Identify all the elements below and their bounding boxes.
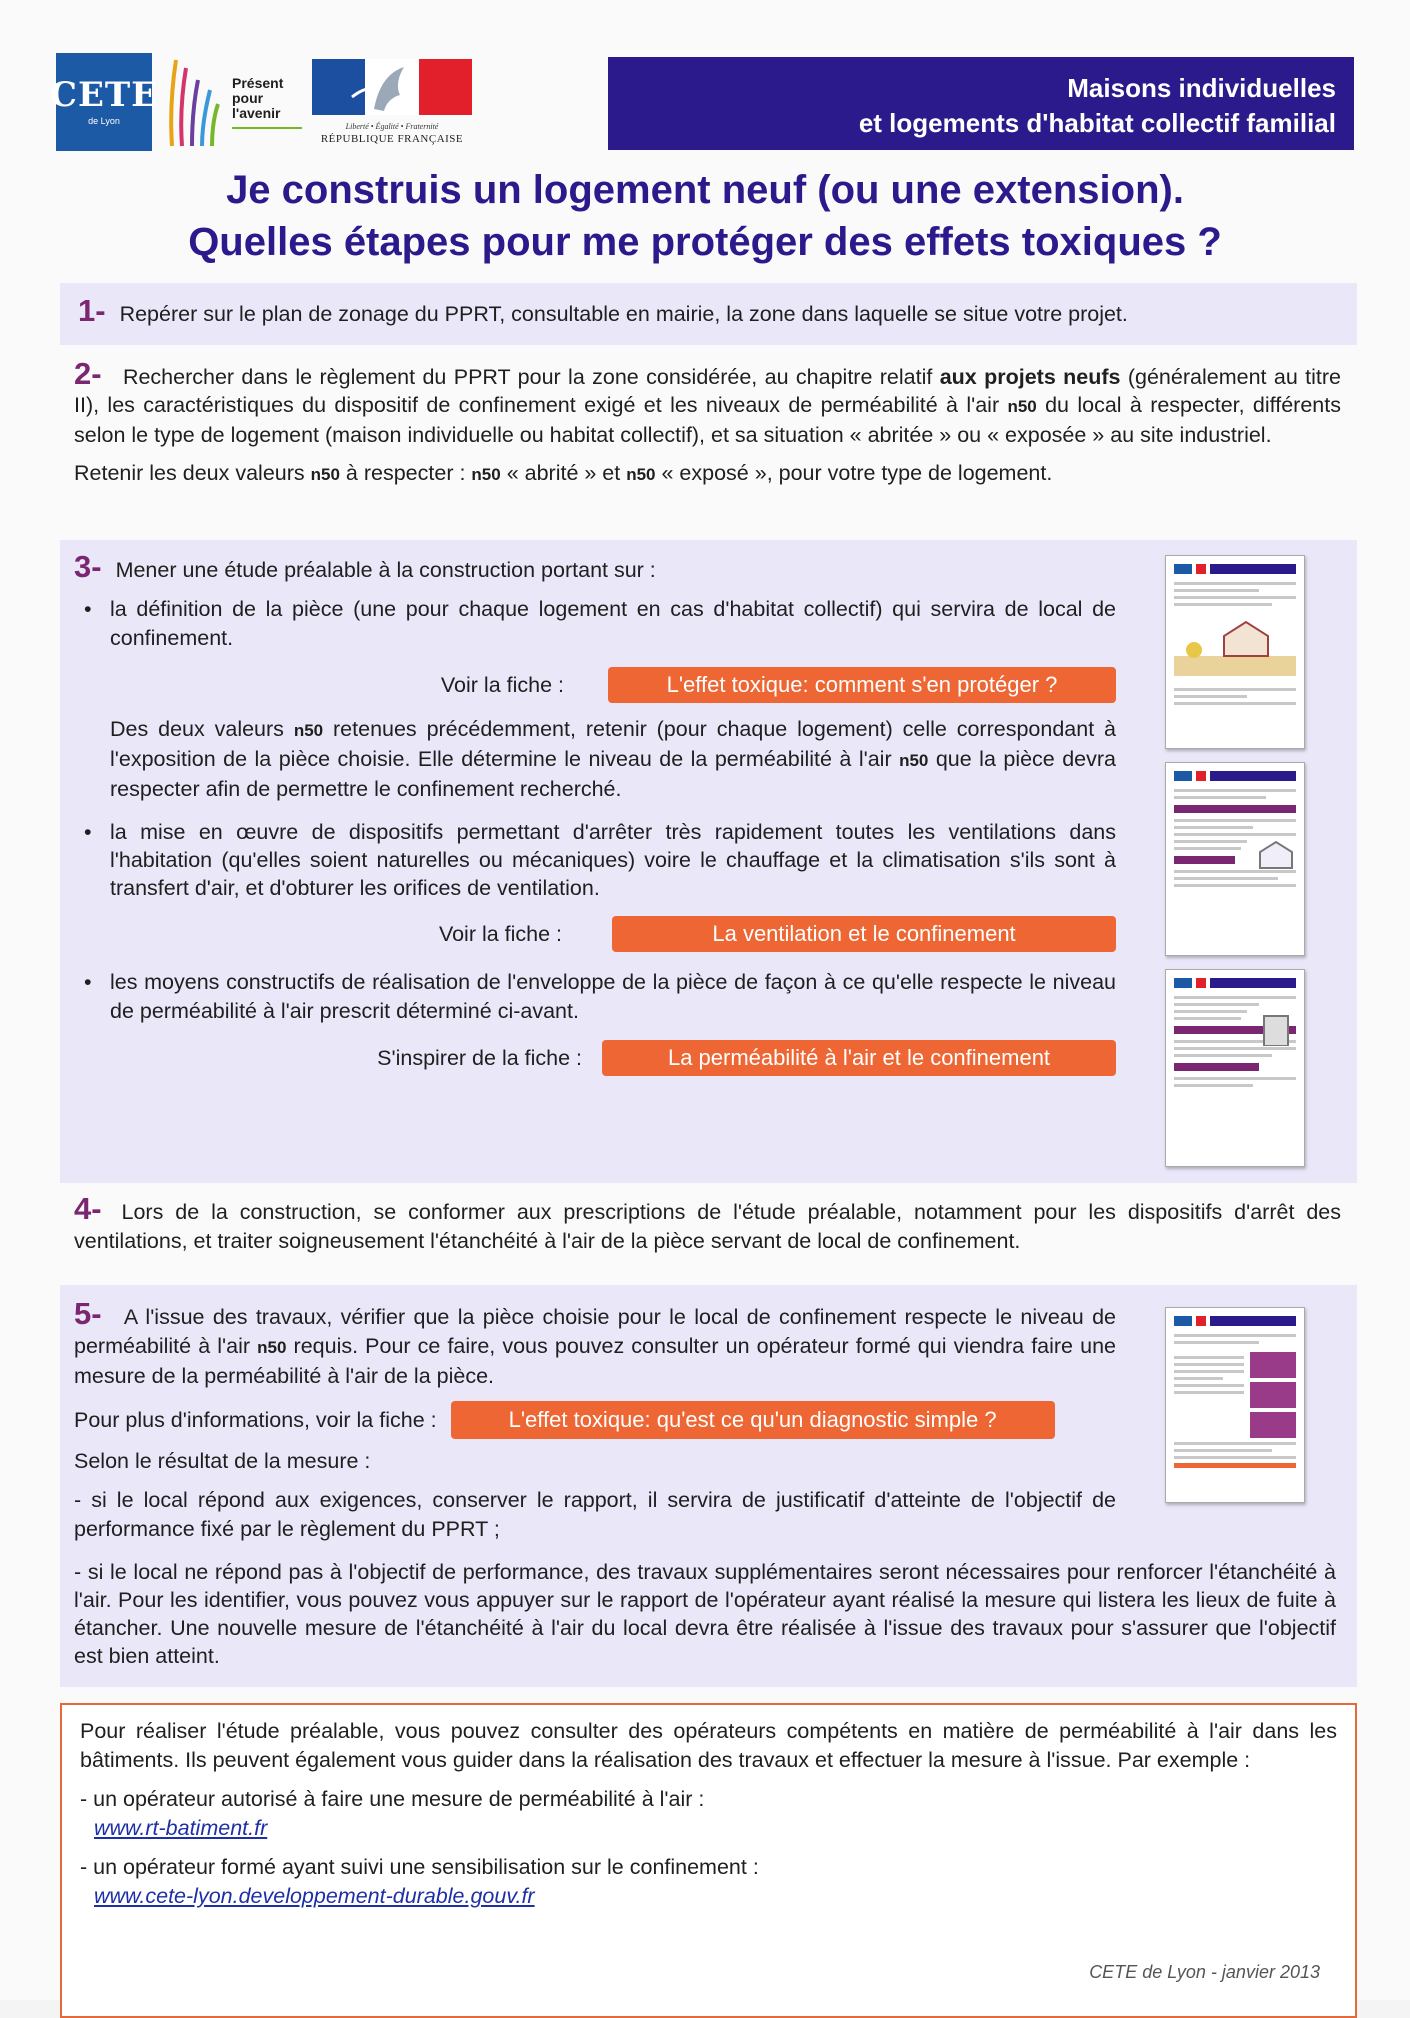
n50-symbol: n50 bbox=[626, 465, 656, 484]
cete-logo-city: de Lyon bbox=[88, 116, 120, 126]
step-2-retain-a: Retenir les deux valeurs bbox=[74, 461, 305, 485]
link-cete-lyon[interactable]: www.cete-lyon.developpement-durable.gouv.fr bbox=[94, 1884, 535, 1908]
step-3-bullet-3: • les moyens constructifs de réalisation de l'enveloppe de la pièce de façon à ce qu'elle respecte le niveau de perméabilité à l'air prescrit déterminé ci-avant. bbox=[74, 968, 1116, 1026]
step-3-para-a: Des deux valeurs bbox=[110, 717, 284, 741]
n50-symbol: n50 bbox=[1007, 397, 1037, 416]
thumb-header bbox=[1174, 564, 1296, 574]
step-5-result-2: - si le local ne répond pas à l'objectif de performance, des travaux supplémentaires seront nécessaires pour renforcer l'étanchéité à l'air. Pour les identifier, vous pouvez vous appuyer sur le rapport de l'opérateur ayant réalisé la mesure qui listera les lieux de fuite à étancher. Une nouvelle mesure de l'étanchéité à l'air du local devra être réalisée à l'issue des travaux pour s'assurer que l'objectif est bien atteint. bbox=[74, 1560, 1336, 1668]
fiche-thumbnail-ventilation[interactable] bbox=[1165, 762, 1305, 956]
fiche-1-label: Voir la fiche : bbox=[440, 672, 564, 697]
thumb-header bbox=[1174, 771, 1296, 781]
step-5-result-1: - si le local répond aux exigences, conserver le rapport, il servira de justificatif d'atteinte de l'objectif de performance fixé par le règlement du PPRT ; bbox=[74, 1488, 1116, 1541]
n50-symbol: n50 bbox=[899, 751, 929, 770]
rf-motto: Liberté • Égalité • Fraternité bbox=[345, 122, 439, 131]
banner-line1: Maisons individuelles bbox=[1067, 73, 1336, 103]
audience-banner bbox=[608, 57, 1354, 150]
thumb-header bbox=[1174, 1316, 1296, 1326]
fiche-row-4 bbox=[74, 1401, 1116, 1439]
n50-symbol: n50 bbox=[310, 465, 340, 484]
fiche-thumbnail-permeabilite[interactable] bbox=[1165, 969, 1305, 1167]
step-2-number: 2- bbox=[74, 356, 102, 391]
banner-line2: et logements d'habitat collectif familial bbox=[858, 108, 1336, 138]
step-4-paragraph bbox=[74, 1191, 1341, 1256]
step-1-text: Repérer sur le plan de zonage du PPRT, consultable en mairie, la zone dans laquelle se situe votre projet. bbox=[119, 302, 1128, 326]
step-1-number: 1- bbox=[78, 293, 106, 328]
step-2-text-bold: aux projets neufs bbox=[939, 365, 1121, 389]
page-title bbox=[0, 164, 1410, 268]
step-5-number: 5- bbox=[74, 1296, 102, 1331]
fiche-ventilation-button[interactable]: La ventilation et le confinement bbox=[612, 916, 1116, 952]
title-line2: Quelles étapes pour me protéger des effets toxiques ? bbox=[188, 220, 1222, 264]
step-2 bbox=[60, 358, 1357, 533]
fiche-protection-button[interactable]: L'effet toxique: comment s'en protéger ? bbox=[608, 667, 1116, 703]
step-3 bbox=[60, 540, 1357, 1183]
step-5-text-a: A l'issue des travaux, vérifier que la pièce choisie pour le local de confinement respecte le niveau de perméabilité à l'air bbox=[74, 1305, 1116, 1358]
cete-logo bbox=[49, 53, 159, 151]
step-3-number: 3- bbox=[74, 549, 102, 584]
fiche-row-3 bbox=[74, 1040, 1116, 1076]
step-4-number: 4- bbox=[74, 1191, 102, 1226]
present-logo-text: Présent pour l'avenir bbox=[232, 76, 302, 129]
step-2-retain bbox=[74, 459, 1341, 489]
info-item-2: - un opérateur formé ayant suivi une sensibilisation sur le confinement : bbox=[80, 1855, 759, 1879]
n50-symbol: n50 bbox=[293, 721, 324, 740]
link-rt-batiment[interactable]: www.rt-batiment.fr bbox=[94, 1816, 268, 1840]
marianne-flag-icon bbox=[312, 59, 472, 115]
step-3-body bbox=[74, 549, 1116, 1076]
step-5-paragraph bbox=[74, 1296, 1116, 1391]
step-5-result-intro: Selon le résultat de la mesure : bbox=[74, 1449, 371, 1473]
step-2-retain-c: « abrité » et bbox=[506, 461, 621, 485]
fiche-thumbnail-protection[interactable] bbox=[1165, 555, 1305, 749]
building-icon bbox=[1256, 1010, 1296, 1046]
republique-francaise-logo bbox=[312, 59, 472, 145]
info-item-1: - un opérateur autorisé à faire une mesure de perméabilité à l'air : bbox=[80, 1787, 705, 1811]
step-3-intro: Mener une étude préalable à la construction portant sur : bbox=[115, 558, 656, 582]
step-3-intro-row bbox=[74, 549, 1116, 585]
step-2-text-c: du local à respecter, différents selon le type de logement (maison individuelle ou habitat collectif), et sa situation « abritée » ou « exposée » au site industriel. bbox=[74, 393, 1341, 447]
rf-name: RÉPUBLIQUE FRANÇAISE bbox=[320, 133, 464, 145]
step-5-text-b: requis. Pour ce faire, vous pouvez consulter un opérateur formé qui viendra faire une mesure de la perméabilité à l'air de la pièce. bbox=[74, 1334, 1116, 1388]
color-strokes-icon bbox=[166, 56, 222, 148]
fiche-3-label: S'inspirer de la fiche : bbox=[377, 1045, 583, 1070]
step-2-text-b: (généralement au titre II), les caractéristiques du dispositif de confinement exigé et les niveaux de perméabilité à l'air bbox=[74, 365, 1341, 417]
fiche-row-2 bbox=[74, 916, 1116, 952]
fiche-permeabilite-button[interactable]: La perméabilité à l'air et le confinement bbox=[602, 1040, 1116, 1076]
footer-credit: CETE de Lyon - janvier 2013 bbox=[1089, 1962, 1320, 1982]
step-2-retain-b: à respecter : bbox=[345, 461, 466, 485]
n50-symbol: n50 bbox=[257, 1338, 287, 1357]
step-3-paragraph bbox=[74, 715, 1116, 804]
fiche-row-1 bbox=[74, 667, 1116, 703]
step-4 bbox=[60, 1192, 1357, 1272]
logos bbox=[49, 52, 472, 152]
step-3-bullet-2: • la mise en œuvre de dispositifs permettant d'arrêter très rapidement toutes les ventilations dans l'habitation (qu'elles soient naturelles ou mécaniques) voire le chauffage et la climatisation s'ils sont à transfert d'air, et d'obturer les orifices de ventilation. bbox=[74, 818, 1116, 902]
step-3-para-b: retenues précédemment, retenir (pour chaque logement) celle correspondant à l'exposition de la pièce choisie. Elle détermine le niveau de la perméabilité à l'air bbox=[110, 717, 1116, 771]
fiche-diagnostic-button[interactable]: L'effet toxique: qu'est ce qu'un diagnostic simple ? bbox=[451, 1401, 1055, 1439]
cete-logo-name: CETE bbox=[49, 75, 159, 115]
fiche-4-label: Pour plus d'informations, voir la fiche : bbox=[74, 1407, 437, 1432]
info-intro: Pour réaliser l'étude préalable, vous pouvez consulter des opérateurs compétents en matière de perméabilité à l'air dans les bâtiments. Ils peuvent également vous guider dans la réalisation des travaux et effectuer la mesure à l'issue. Par exemple : bbox=[80, 1719, 1337, 1772]
title-line1: Je construis un logement neuf (ou une extension). bbox=[226, 168, 1184, 212]
present-pour-avenir-logo bbox=[166, 56, 302, 148]
fiche-thumbnail-diagnostic[interactable] bbox=[1165, 1307, 1305, 1503]
n50-symbol: n50 bbox=[471, 465, 501, 484]
step-3-para-c: que la pièce devra respecter afin de permettre le confinement recherché. bbox=[110, 747, 1116, 801]
step-2-text-a: Rechercher dans le règlement du PPRT pour la zone considérée, au chapitre relatif bbox=[122, 365, 933, 389]
step-2-retain-d: « exposé », pour votre type de logement. bbox=[661, 461, 1053, 485]
thumb-header bbox=[1174, 978, 1296, 988]
step-2-paragraph bbox=[74, 356, 1341, 449]
house-icon bbox=[1174, 616, 1296, 676]
step-5-top bbox=[74, 1296, 1116, 1544]
step-5 bbox=[60, 1285, 1357, 1687]
step-3-bullet-1: • la définition de la pièce (une pour chaque logement en cas d'habitat collectif) qui servira de local de confinement. bbox=[74, 595, 1116, 653]
small-house-icon bbox=[1256, 840, 1296, 870]
step-1 bbox=[60, 283, 1357, 345]
step-4-text: Lors de la construction, se conformer aux prescriptions de l'étude préalable, notamment pour les dispositifs d'arrêt des ventilations, et traiter soigneusement l'étanchéité à l'air de la pièce servant de local de confinement. bbox=[74, 1200, 1341, 1253]
fiche-2-label: Voir la fiche : bbox=[438, 921, 563, 946]
